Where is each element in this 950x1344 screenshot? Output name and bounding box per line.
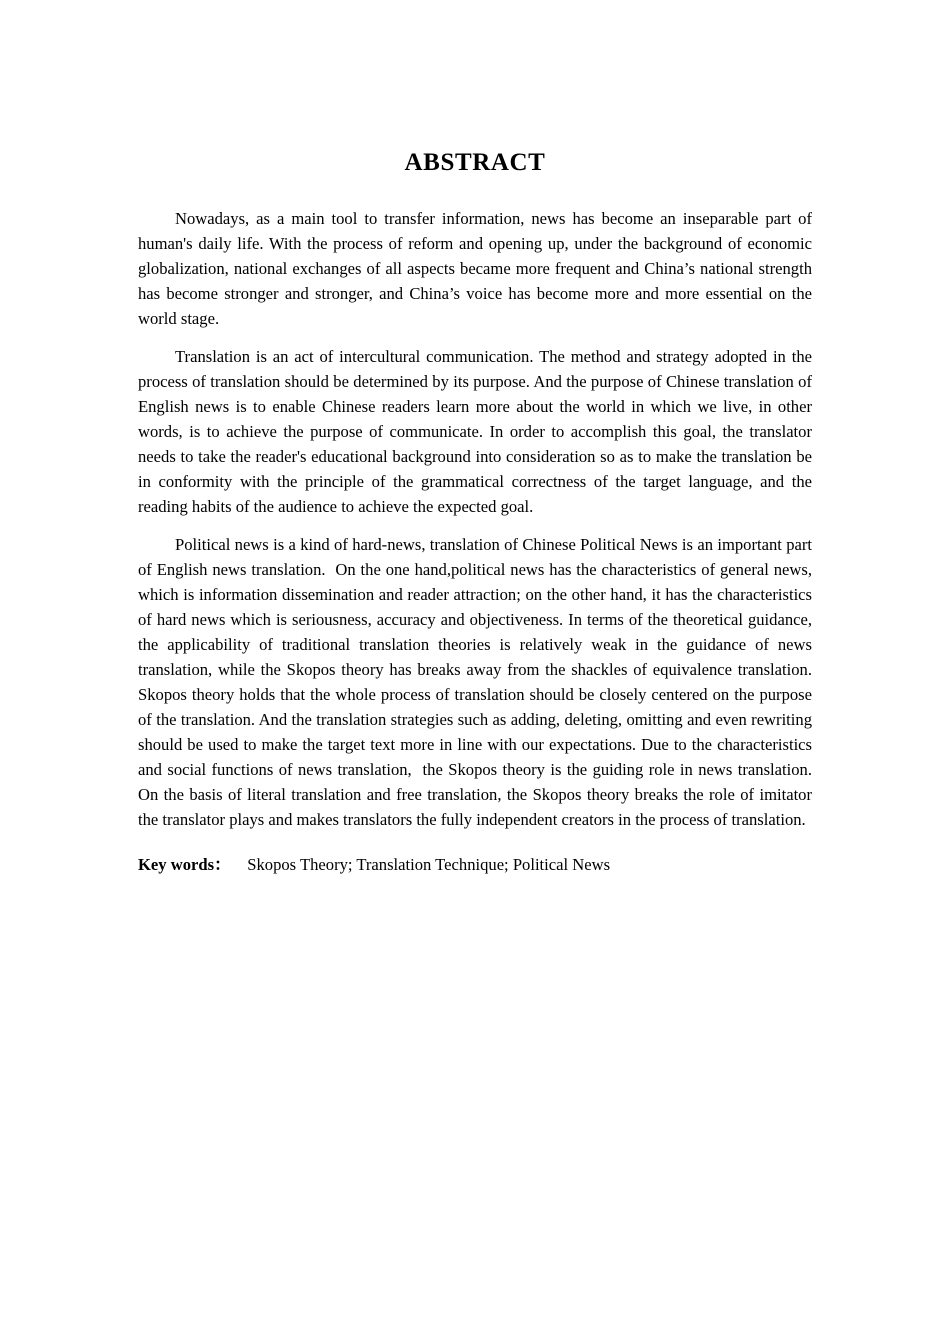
page-title: ABSTRACT [404, 149, 546, 176]
keywords-values: Skopos Theory; Translation Technique; Political News [230, 855, 611, 874]
keywords-colon: ： [214, 855, 231, 874]
abstract-paragraph-1: Nowadays, as a main tool to transfer information, news has become an inseparable part of human's daily life. With the process of reform and opening up, under the background of economic globalization, national exchanges of all aspects became more frequent and China’s national strength has become stronger and stronger, and China’s voice has become more and more essential on the world stage. [138, 209, 817, 328]
abstract-paragraph-3: Political news is a kind of hard-news, translation of Chinese Political News is an important part of English news translation. On the one hand,political news has the characteristics of general news, which is information dissemination and reader attraction; on the other hand, it has the characteristics of hard news which is seriousness, accuracy and objectiveness. In terms of the theoretical guidance, the applicability of traditional translation theories is relatively weak in the guidance of news translation, while the Skopos theory has breaks away from the shackles of equivalence translation. Skopos theory holds that the whole process of translation should be closely centered on the purpose of the translation. And the translation strategies such as adding, deleting, omitting and even rewriting should be used to make the target text more in line with our expectations. Due to the characteristics and social functions of news translation, the Skopos theory is the guiding role in news translation. On the basis of literal translation and free translation, the Skopos theory breaks the role of imitator the translator plays and makes translators the fully independent creators in the process of translation. [138, 535, 817, 829]
keywords-line [138, 852, 812, 877]
abstract-content [138, 148, 817, 877]
abstract-paragraph-2: Translation is an act of intercultural communication. The method and strategy adopted in the process of translation should be determined by its purpose. And the purpose of Chinese translation of English news is to enable Chinese readers learn more about the world in which we live, in other words, is to achieve the purpose of communicate. In order to accomplish this goal, the translator needs to take the reader's educational background into consideration so as to make the translation be in conformity with the principle of the grammatical correctness of the target language, and the reading habits of the audience to achieve the expected goal. [138, 347, 817, 516]
keywords-label: Key words [138, 855, 215, 874]
